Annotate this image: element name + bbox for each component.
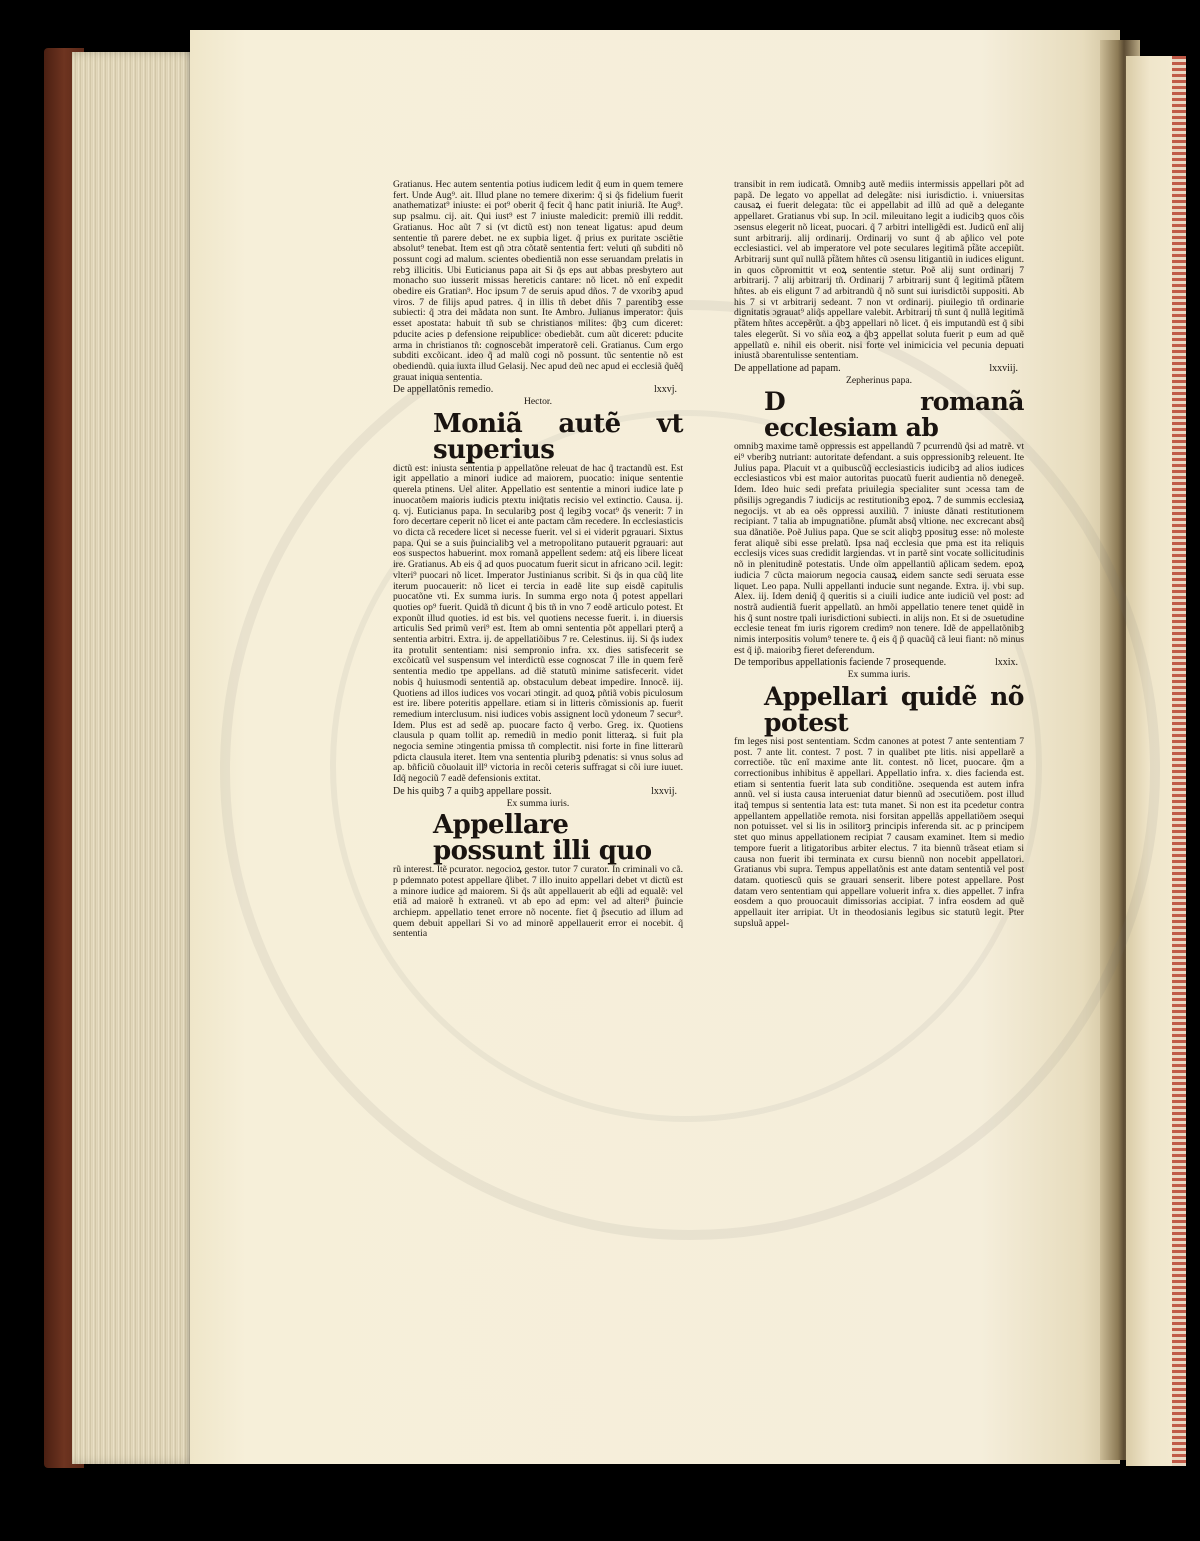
section-heading (734, 658, 1024, 669)
rubric: Ex summa iuris. (847, 669, 911, 681)
section-title: De appellatõnis remedio. (393, 384, 494, 396)
section-number: lxxix. (994, 657, 1018, 669)
rubric: Ex summa iuris. (506, 797, 570, 809)
body-paragraph: dictũ est: iniusta sententia p appellatõne releuat de hac q̃ tractandũ est. Est igit appellatio a minori iudice ad maiorem, puocatio: inique sententie querela ptinens. Uel aliter. Appellatio est sententie a minori iudice late p inuocatõem maioris iudicis ptextu iniq̃tatis recisio vel extinctio. Causa. ij. q. vj. Euticianus papa. In secularibꝫ post q̃ legibꝫ vocat⁹ q̃s venerit: 7 in foro decertare ceperit nõ licet ei ante pactam cãm recedere. In ecclesiasticis vo dicta cã recedere licet si necesse fuerit. vel si ei viderit pgrauari. Sixtus papa. Qui se a suis p̃uincialibꝫ vel a metropolitano putauerit pgrauari: aut eos suspectos habuerint. mox romanã appellent sedem: atq̃ eis libere liceat ire. Gratianus. Ab eis q̃ ad quos puocatum fuerit sicut in africano ɔcil. legit: vlteri⁹ puocari nõ licet. Imperator Justinianus scribit. Si q̃s in qua cũq̃ lite iterum puocauerit: nõ licet ei tercia in eadẽ lite sup eisdẽ capitulis puocatõne vti. Ex summa iuris. In summa ergo nota q̃ potest appellari quoties op⁹ fuerit. Quidã tñ dicunt q̃ bis tñ in vno 7 eodẽ articulo potest. Et exponũt illud quoties. id est bis. vel quotiens necesse fuerit. i. in diuersis articulis Sed primũ veri⁹ est. Item ab omni sententia põt appellari pterq̃ a sententia arbitri. Extra. ij. de appellatiõibus 7 re. Celestinus. iij. Si q̃s iudex ita protulit sententiam: nisi sempronio infra. xx. dies satisfecerit se excõicatũ vel suspensum vel interdictũ esse cognoscat 7 ille in quem ferẽ sententia medio tpe appellans. ad diẽ statutũ minime satisfecerit. videt nobis q̃ huiusmodi sententiã ap. obstaculum debeat impedire. Innocẽ. iij. Quotiens ad illos iudices vos vocari ɔtingit. ad quoꝝ pñtiã vobis piculosum est ire. libere poteritis appellare. etiam si in litteris cõmissionis ap. fuerit remedium interclusum. nisi iudices vobis assignent locũ ydoneum 7 secur⁹. Idem. Plus est ad sedẽ ap. puocare facto q̃ verbo. Greg. ix. Quotiens clausula p quam tollit ap. remediũ in medio ponit litteraꝝ. si fuit pla negocia semine ɔtingentia pmissa tñ complectit. nisi forte in fine litterarũ pdicta clausula iteret. Item vna sententia pluribꝫ pdenatis: si vnus solus ad ap. bñficiũ cõuolauit ill⁹ victoria in recõi ceteris suffragat si cõi iure iuuet. Idq̃ negociũ 7 eadẽ defensionis extitat. (393, 462, 683, 785)
body-paragraph: rũ interest. Itẽ pcurator. negocioꝝ gestor. tutor 7 curator. In criminali vo cã. p pdemnato potest appellare q̃libet. 7 illo inuito appellari debet vt dictũ est a minore iudice ad maiorem. Si q̃s aũt appellauerit ab eq̃li ad equalẽ: vel etiã ad maiorẽ h̃ extraneũ. vt ab epo ad epm: vel ad alteri⁹ p̃uincie archiepm. appellatio tenet errore nõ nocente. fiet q̃ p̃secutio ad illum ad quem debuit appellari Si vo ad minorẽ appellauerit error ei nocebit. q̃ sententia (393, 864, 683, 940)
body-paragraph: fm leges nisi post sententiam. Scdm canones at potest 7 ante sententiam 7 post. 7 ante lit. contest. 7 post. 7 in qualibet pte litis. nisi appellarẽ a correctiõe. tũc enĩ maxime ante lit. contest. nõ licet, puocare. q̃m a correctionibus inhibitus ẽ appellari. Appellatio infra. x. dies facienda est. etiam si sententia fuerit lata sub conditiõne. ɔsequenda est autem infra annũ. vel si iusta causa interueniat datur biennũ ad ɔsecutiõem. post illud itaq̃ tempus si sententia lata est: tuta manet. Si non est ita pcedetur contra appellantem appellatiõe remota. nisi forsitan appellãs appellatiõem ɔsequi non potuisset. vel si lis in ɔsilitorꝫ principis inferenda sit. ac p principem stet quo minus appellationem recipiat 7 causam examinet. Item si medio tempore fuerit a litigatoribus arbiter electus. 7 ita biennũ trãseat etiam si causa non fuerit ibi terminata ex cursu biennũ non nocebit appellatori. Gratianus vbi supra. Tempus appellatõnis est ante datam sententiã vel post datam. quotiescũ quis se grauari senserit. libere potest appellare. Post datam vero sententiam qui appellare voluerit infra x. dies appellet. 7 infra eosdem a quo prouocauit dimissorias accipiat. 7 infra eosdem ad quẽ appellauit iter arripiat. Ut in theodosianis legibus sic statutũ legit. Pter supsluã appel- (734, 735, 1024, 929)
body-paragraph: omnibꝫ maxime tamẽ oppressis est appellandũ 7 pcurrendũ q̃si ad matrẽ. vt ei⁹ vberibꝫ nutriant: autoritate defendant. a suis oppressionibꝫ releuent. Ite Julius papa. Placuit vt a quibuscũq̃ ecclesiasticis iudicibꝫ ad alios iudices ecclesiasticos vbi est maior autoritas puocatũ fuerit audientia nõ denegeẽ. Idem. Ideo huic sedi prefata priuilegia specialiter sunt ɔcessa tam de pñsilijs ɔgregandis 7 iudicijs ac restitutionibꝫ epoꝝ. 7 de summis ecclesiaꝝ negocijs. vt ab ea oẽs oppressi auxiliũ. 7 iniuste dãnati restitutionem recipiant. 7 talia ab impugnatiõne. pſumãt absq̃ vltione. nec excrecant absq̃ sua dãnatiõe. Poẽ Julius papa. Que se scit aliqbꝫ pposituꝫ esse: nõ moleste ferat aliquẽ sibi esse prelatũ. Ipsa naq̃ ecclesia que pma est ita reliquis ecclesijs vices suas credidit largiendas. vt in partẽ sint vocate sollicitudinis nõ in plenitudinẽ potestatis. Unde oĩm appellantiũ ap̃licam sedem. epoꝝ iudicia 7 cũcta maiorum negocia causaꝝ eidem sancte sedi seruata esse liquet. Leo papa. Nulli appellanti inducie sunt negande. Extra. ij. vbi sup. Alex. iij. Idem deniq̃ q̃ queritis si a ciuili iudice ante iudiciũ vel post: ad nostrã audientiã fuerit appellatũ. an hmõi appellatio tenere tenet quidẽ in his q̃ sunt nostre tpali iurisdictioni subiecti. in alijs non. Et si de ɔsuetudine ecclesie teneat fm iuris rigorem credimꝰ non tenere. Idẽ de appellatõnibꝫ nimis interpositis volum⁹ tenere te. q̃ eis q̃ p̃ quacũq̃ cã leui fiant: nõ minus est q̃ ip̃. maioribꝫ fieret deferendum. (734, 441, 1024, 656)
display-initial-line: Appellare possunt illi quo (433, 810, 652, 867)
right-text-column (734, 180, 1024, 929)
body-paragraph: Gratianus. Hec autem sententia potius iudicem ledit q̃ eum in quem temere fert. Unde Aug⁹. ait. Illud plane no temere dixerim: q̃ si q̃s fidelium fuerit anathematizat⁹ iniuste: ei pot⁹ oberit q̃ fecit q̃ hanc patit iniuriã. Ite Aug⁹. sup psalmu. cij. ait. Qui iust⁹ est 7 iniuste maledicit: premiũ illi reddit. Gratianus. Hoc aũt 7 si (vt dictũ est) non teneat ligatus: apud deum sententie tñ parere debet. ne ex supbia liget. q̃ prius ex puritate ɔsciẽtie absolut⁹ tenebat. Item est qñ ɔtra cõtatẽ sententia fert: veluti qñ subditi nõ possunt cogi ad malum. scientes obedientiã non esse seruandam prelatis in rebꝫ illicitis. Ubi Euticianus papa ait Si q̃s eps aut abbas presbytero aut monacho suo iusserit missas hereticis cantare: nõ licet. nõ enĩ expedit obedire eis Gratian⁹. Hoc ipsum 7 de seruis apud dños. 7 de vxoribꝫ apud viros. 7 de filijs apud patres. q̃ in illis tñ debet dñis 7 parentibꝫ esse subiecti: q̃ ɔtra dei mãdata non sunt. Ite Ambro. Julianus imperator: q̃uis esset apostata: habuit tñ sub se christianos milites: q̃bꝫ cum diceret: pducite acies p defensione reipublice: obediebãt. cum aũt diceret: pducite arma in christianos tñ: cognoscebãt imperatorẽ celi. Gratianus. Cum ergo subditi excõicant. ideo q̃ ad malũ cogi nõ possunt. tũc sententie nõ est obediendũ. quia iuxta illud Gelasij. Nec apud deũ nec apud ei ecclesiã q̃uẽq̃ grauat iniqua sententia. (393, 179, 683, 383)
display-initial-line: Appellari quidẽ nõ potest (764, 681, 1024, 737)
section-number: lxxviij. (989, 362, 1018, 374)
section-heading (734, 364, 1024, 375)
bookmark-ribbon (1172, 56, 1186, 1466)
section-heading (393, 787, 683, 798)
section-number: lxxvj. (653, 384, 677, 396)
section-title: De his quibꝫ 7 a quibꝫ appellare possit. (393, 785, 552, 797)
body-paragraph: transibit in rem iudicatã. Omnibꝫ autẽ mediis intermissis appellari põt ad papã. De legato vo appellat ad delegãte: nisi iurisdictio. i. vniuersitas causaꝝ ei fuerit delegata: tũc ei appellabit ad illũ ad quẽ a delegante appellaret. Gratianus vbi sup. In ɔcil. mileuitano legit a iudicibꝫ quos cõis ɔsensus elegerit nõ liceat, puocari. q̃ 7 arbitri intelligẽdi est. Judicũ enĩ alij sunt arbitrarij. alij ordinarij. Ordinarij vo sunt q̃ ab ap̃lico vel pote ecclesiastici. vel ab imperatore vel pote seculares legitimã pt̃ãte accepiũt. Arbitrarij sunt quĩ nullã pt̃ãtem hñtes cũ ɔsensu litigantiũ in iudices eligunt. in quos cõpromittit vt eoꝝ sententie stetur. Poẽ alij sunt ordinarij 7 arbitrarij. 7 alij arbitrarij tñ. Ordinarij 7 arbitrarij sunt q̃ legitimã pt̃ãtem hñtes. ab eis eligunt 7 ad arbitrandũ q̃ nõ sunt sui iurisdictõi suppositi. Ab his 7 si vt arbitrarij sedeant. 7 non vt ordinarij. piuilegio tñ ordinarie dignitatis ɔgrauat⁹ aliq̃s appellare valebit. Arbitrarij tñ sunt q̃ nullã legitimã pt̃ãtem hñtes accepẽrũt. a q̃bꝫ appellari nõ licet. q̃ eis imputandũ est q̃ sibi tales elegerũt. Si vo sñia eoꝝ a q̃bꝫ appellat soluta fuerit p eum ad quẽ appellatũ e. nihil eis oberit. nisi forte vel inimicicia vel pecunia depuati iniustã ɔbarentulisse sententiam. (734, 179, 1024, 362)
section-title: De appellatione ad papam. (734, 362, 841, 374)
section-heading (393, 385, 683, 396)
left-text-column (393, 180, 683, 940)
section-title: De temporibus appellationis faciende 7 prosequende. (734, 657, 947, 669)
rubric: Zepherinus papa. (845, 374, 913, 386)
display-initial-line: Moniã autẽ vt superius (433, 408, 683, 465)
section-number: lxxvij. (651, 785, 677, 797)
display-initial-line: D romanã ecclesiam ab (764, 387, 1024, 443)
rubric: Hector. (524, 396, 552, 408)
